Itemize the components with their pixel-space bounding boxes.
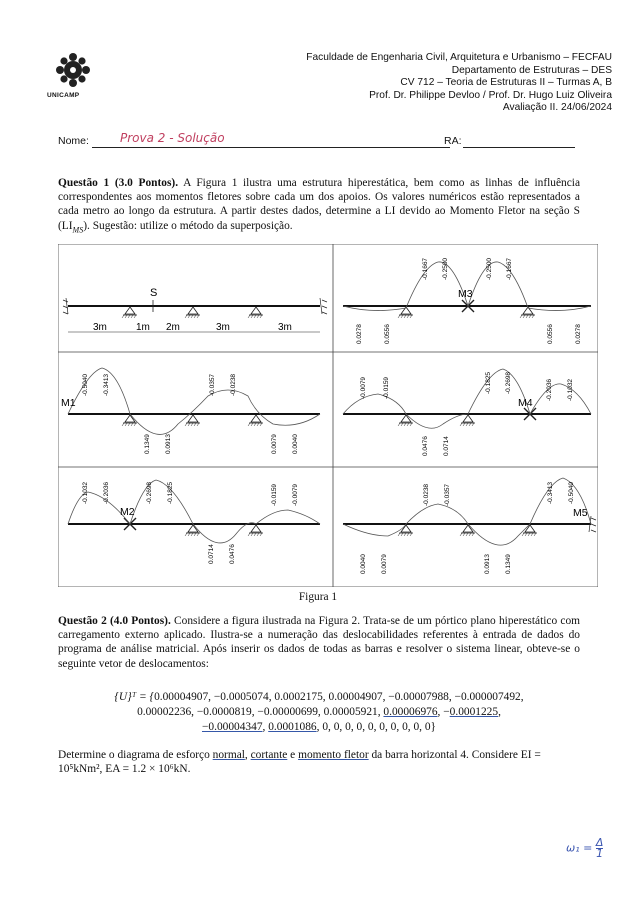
m5-down-1: 0.0079 — [381, 554, 388, 574]
m1-down-3: 0.0040 — [292, 434, 299, 454]
exam-date: Avaliação II. 24/06/2024 — [502, 102, 612, 114]
department: Departamento de Estruturas – DES — [451, 64, 612, 76]
vector-lhs: {U}ᵀ = { — [114, 691, 155, 703]
vector-line-1: 0.00004907, −0.0005074, 0.0002175, 0.00004907, −0.00007988, −0.000007492, — [154, 691, 524, 703]
m3-up-2: -0.2500 — [486, 257, 493, 280]
figure-caption: Figura 1 — [298, 591, 338, 603]
dim-3: 2m — [166, 322, 180, 333]
logo-caption: UNICAMP — [47, 92, 80, 99]
q2-text: Considere a figura ilustrada na Figura 2. Trata-se de um pórtico plano hiperestático com carregamento externo aplicado. Ilustra-se a numeração das deslocabilidades referentes à entrada de dados do programa de análise matricial. Após inserir os dados de todas as barras e resolver o sistema linear, obteve-se o seguinte vetor de deslocamentos: — [58, 615, 580, 670]
m2-up-1: -0.2036 — [103, 481, 110, 504]
m3-down-3: 0.0278 — [575, 324, 582, 344]
det-cortante: cortante — [250, 749, 288, 761]
m2-down-0: 0.0714 — [208, 544, 215, 564]
m1-up-3: -0.0238 — [230, 373, 237, 396]
m5-up-0: -0.0238 — [423, 483, 430, 506]
name-line — [92, 147, 450, 148]
vector-line-3c: 0.0001086 — [268, 721, 317, 733]
panel-m1 — [61, 368, 320, 454]
unicamp-logo — [48, 48, 98, 98]
m2-up-2: -0.2698 — [146, 481, 153, 504]
note-num: Δ — [595, 836, 604, 849]
m1-up-2: -0.0357 — [209, 373, 216, 396]
m1-up-0: -0.5040 — [82, 373, 89, 396]
m4-up-2: -0.1825 — [485, 371, 492, 394]
dim-4: 3m — [216, 322, 230, 333]
m5-down-0: 0.0040 — [360, 554, 367, 574]
m2-label: M2 — [120, 506, 135, 518]
det-d: da barra horizontal 4. Considere EI = — [368, 749, 541, 761]
m5-up-2: -0.3413 — [547, 481, 554, 504]
m4-up-4: -0.2036 — [546, 378, 553, 401]
m5-down-3: 0.1349 — [505, 554, 512, 574]
dim-1: 3m — [93, 322, 107, 333]
m5-label: M5 — [573, 507, 588, 519]
q2-title: Questão 2 (4.0 Pontos). — [58, 615, 171, 627]
m1-down-0: 0.1349 — [144, 434, 151, 454]
q1-title: Questão 1 (3.0 Pontos). — [58, 177, 179, 189]
m4-up-5: -0.1032 — [567, 378, 574, 401]
q2-determine — [58, 748, 580, 776]
section-s-label: S — [150, 287, 158, 299]
m1-label: M1 — [61, 397, 76, 409]
panel-m2 — [68, 480, 320, 564]
m4-down-0: 0.0476 — [422, 436, 429, 456]
question-2 — [58, 614, 580, 671]
panel-structure — [63, 287, 327, 333]
vector-line-3a: −0.00004347 — [201, 721, 263, 733]
m3-down-1: 0.0556 — [384, 324, 391, 344]
det-momento: momento fletor — [298, 749, 369, 761]
det-a: Determine o diagrama de esforço — [58, 749, 213, 761]
det-line-2: 10⁵kNm², EA = 1.2 × 10⁶kN. — [58, 763, 191, 776]
m2-up-0: -0.1032 — [82, 481, 89, 504]
m3-up-0: -0.1667 — [422, 257, 429, 280]
m4-up-1: -0.0159 — [383, 376, 390, 399]
m1-down-1: 0.0913 — [165, 434, 172, 454]
m5-down-2: 0.0913 — [484, 554, 491, 574]
dim-2: 1m — [136, 322, 150, 333]
m3-up-3: -0.1667 — [506, 257, 513, 280]
name-value: Prova 2 - Solução — [120, 131, 225, 145]
m1-down-2: 0.0079 — [271, 434, 278, 454]
handwritten-note — [566, 838, 603, 859]
m4-label: M4 — [518, 397, 533, 409]
m5-up-1: -0.0357 — [444, 483, 451, 506]
question-1 — [58, 176, 580, 237]
note-den: 1 — [596, 847, 604, 860]
m1-up-1: -0.3413 — [103, 373, 110, 396]
displacement-vector — [58, 690, 580, 735]
name-label: Nome: — [58, 135, 89, 147]
m2-down-1: 0.0476 — [229, 544, 236, 564]
det-b: , — [244, 749, 251, 761]
m5-up-3: -0.5040 — [568, 481, 575, 504]
vector-line-2c: , − — [437, 706, 450, 718]
dim-5: 3m — [278, 322, 292, 333]
vector-line-2b: 0.00006976 — [383, 706, 438, 718]
m4-up-0: -0.0079 — [360, 376, 367, 399]
m3-down-0: 0.0278 — [356, 324, 363, 344]
m3-up-1: -0.2500 — [442, 257, 449, 280]
institution: Faculdade de Engenharia Civil, Arquitetura e Urbanismo – FECFAU — [306, 52, 612, 63]
m4-up-3: -0.2698 — [505, 371, 512, 394]
det-c: e — [287, 749, 299, 761]
vector-line-3d: , 0, 0, 0, 0, 0, 0, 0, 0, 0, 0} — [316, 721, 437, 733]
figure-1 — [58, 244, 598, 587]
m2-up-4: -0.0159 — [271, 483, 278, 506]
vector-line-2e: , — [498, 706, 501, 718]
name-row — [58, 133, 578, 153]
vector-line-2d: 0.0001225 — [449, 706, 499, 718]
q1-text-end: ). Sugestão: utilize o método da superposição. — [83, 219, 293, 232]
header-block — [306, 52, 612, 115]
m2-up-5: -0.0079 — [292, 483, 299, 506]
panel-m3 — [343, 258, 591, 344]
vector-line-3b: , — [262, 721, 269, 733]
panel-m4 — [343, 369, 591, 456]
professors: Prof. Dr. Philippe Devloo / Prof. Dr. Hugo Luiz Oliveira — [369, 89, 612, 101]
q1-sub: MS — [72, 224, 84, 234]
course: CV 712 – Teoria de Estruturas II – Turmas A, B — [400, 77, 612, 89]
m3-label: M3 — [458, 288, 473, 300]
ra-label: RA: — [444, 135, 462, 147]
vector-line-2a: 0.00002236, −0.0000819, −0.00000699, 0.00005921, — [137, 706, 384, 718]
q1-text: A Figura 1 ilustra uma estrutura hiperestática, bem como as linhas de influência correspondentes aos momentos fletores sobre cada um dos apoios. Os valores numéricos estão representados a cada metro ao longo da estrutura. A partir destes dados, determine a LI devido ao Momento Fletor na seção S (LI — [58, 177, 581, 232]
ra-line — [463, 147, 575, 148]
m4-down-1: 0.0714 — [443, 436, 450, 456]
panel-m5 — [343, 478, 596, 574]
m2-up-3: -0.1825 — [167, 481, 174, 504]
note-lhs: ω₁ = — [566, 841, 593, 855]
m3-down-2: 0.0556 — [547, 324, 554, 344]
det-normal: normal — [212, 749, 245, 761]
